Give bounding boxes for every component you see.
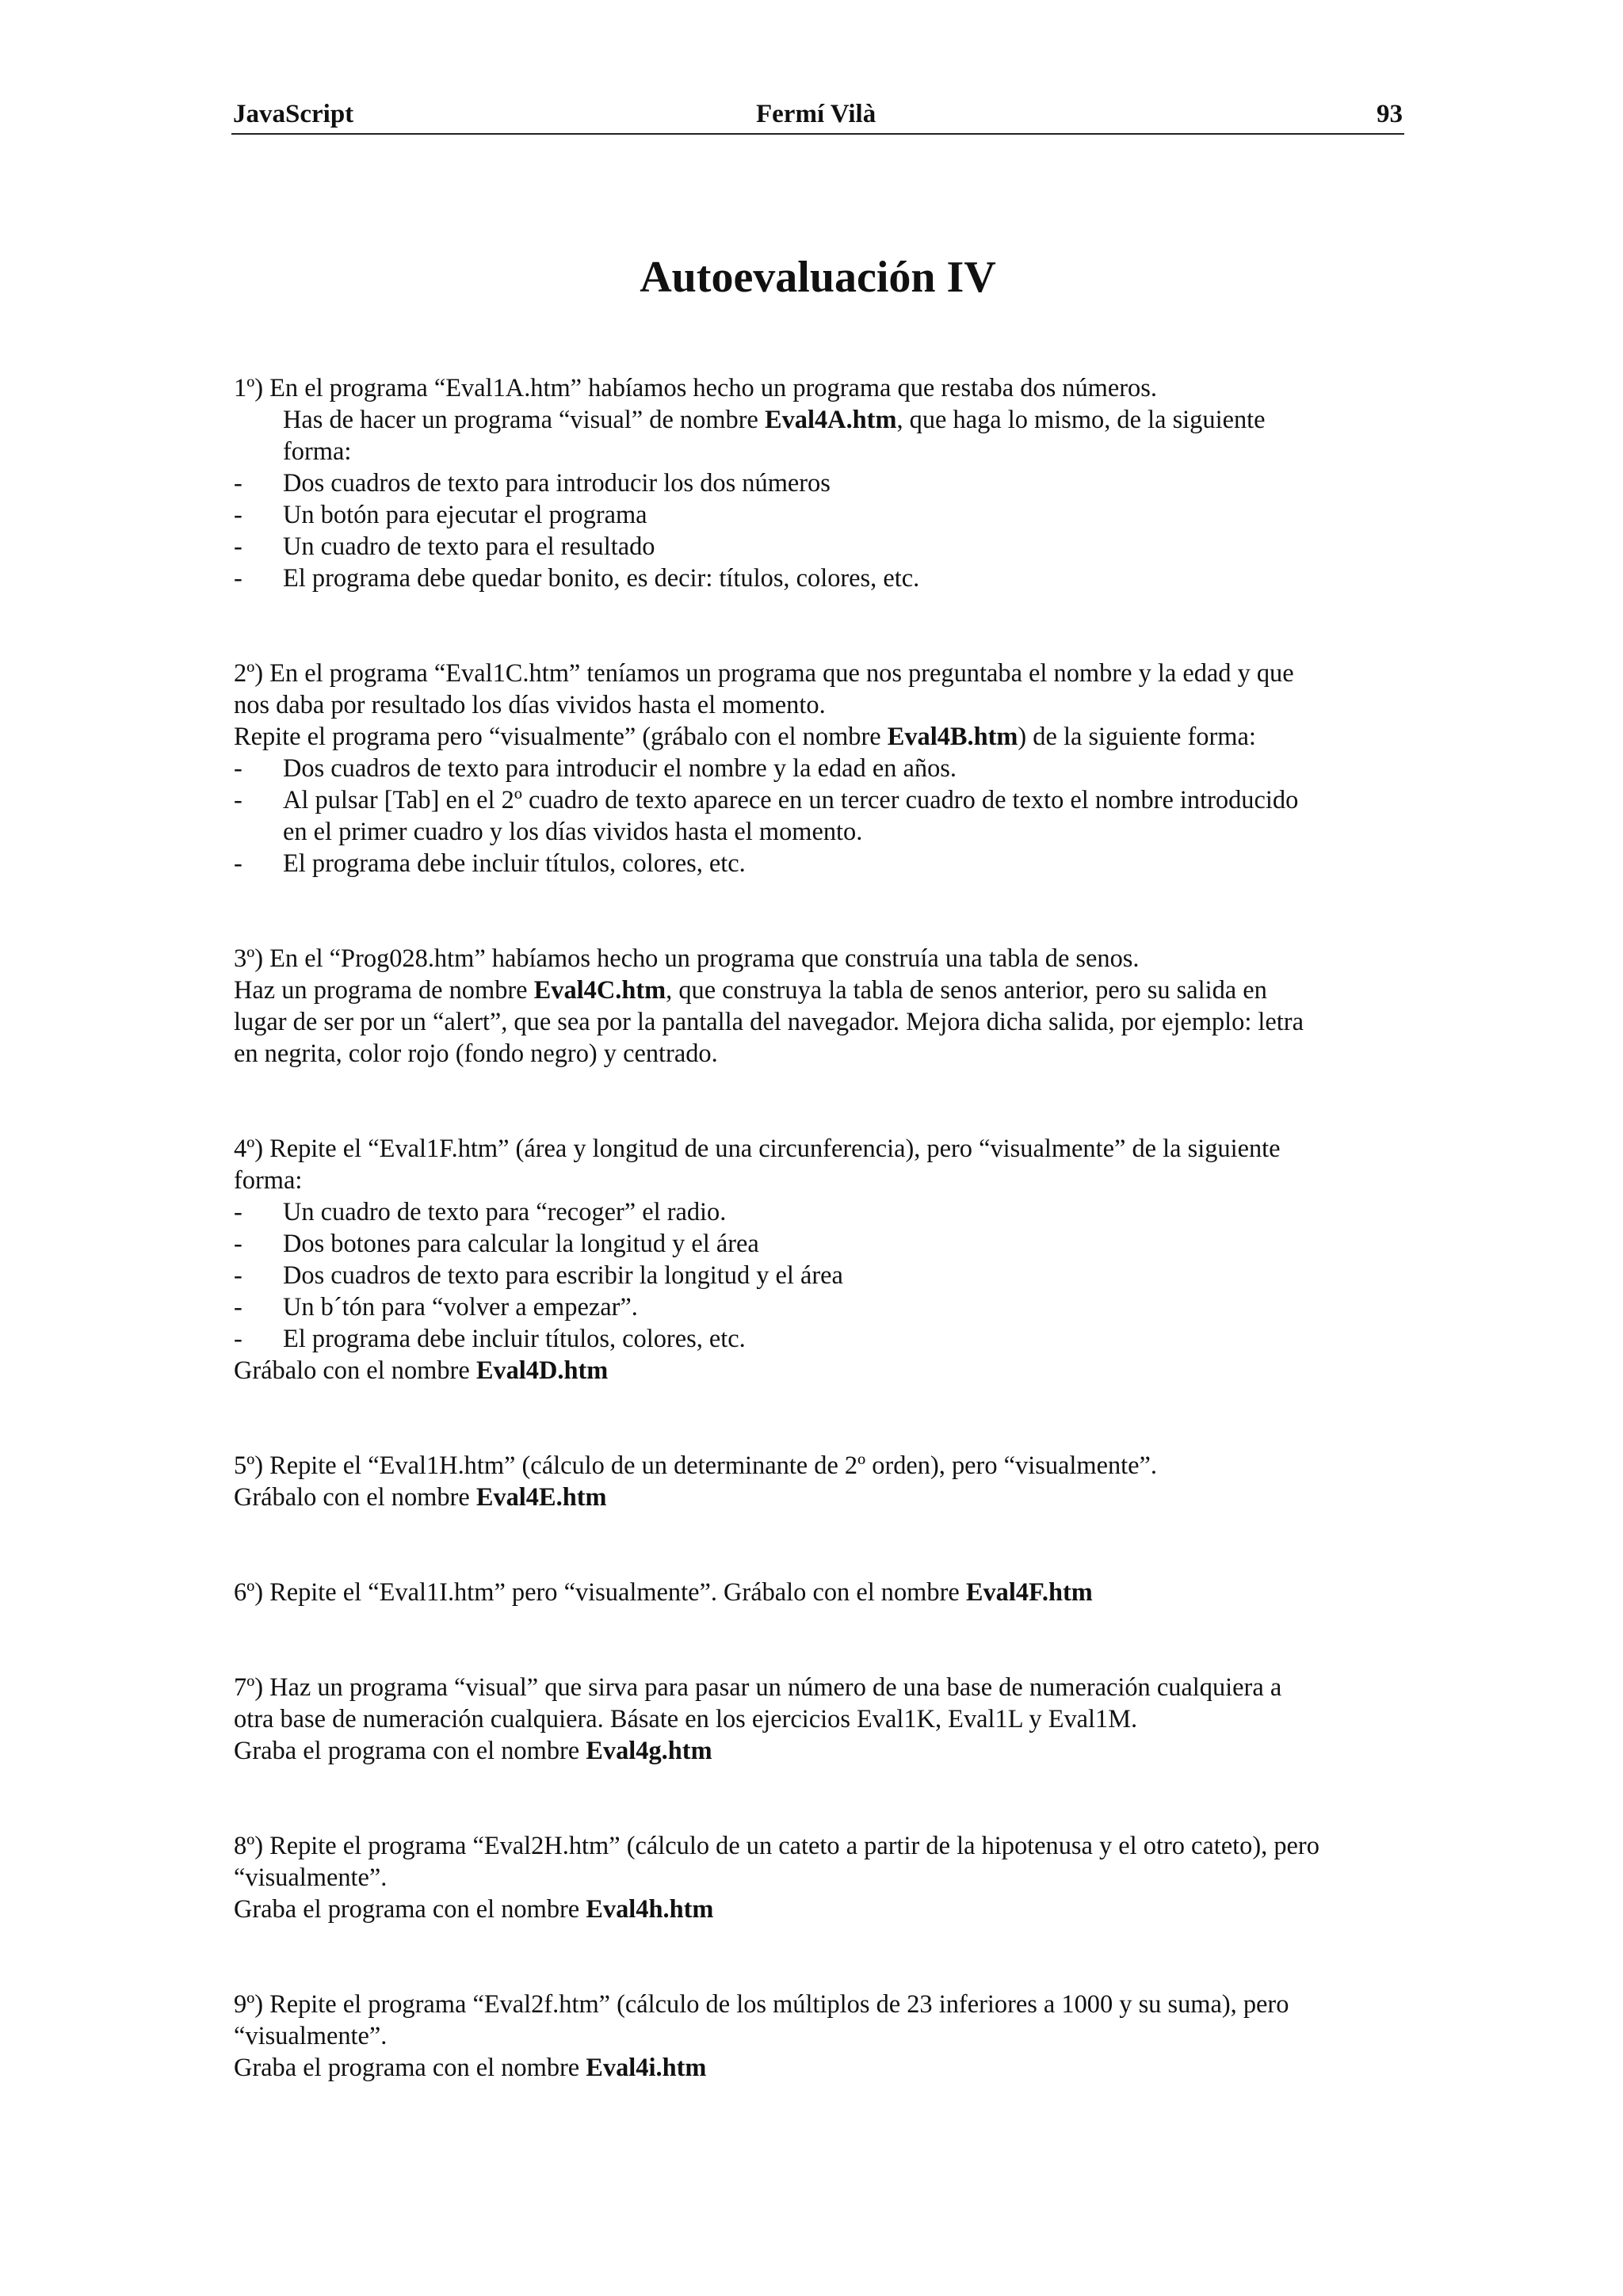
exercise-2-line: Repite el programa pero “visualmente” (grábalo con el nombre Eval4B.htm) de la siguiente forma: bbox=[234, 723, 1256, 751]
exercise-1-line: forma: bbox=[283, 437, 352, 466]
exercise-4-line: Grábalo con el nombre Eval4D.htm bbox=[234, 1356, 609, 1385]
exercise-3-line: 3º) En el “Prog028.htm” habíamos hecho un programa que construía una tabla de senos. bbox=[234, 944, 1140, 973]
list-item: - El programa debe quedar bonito, es decir: títulos, colores, etc. bbox=[234, 564, 920, 593]
exercise-9-line: “visualmente”. bbox=[234, 2022, 388, 2050]
exercise-3 bbox=[234, 943, 1407, 1070]
header-author: Fermí Vilà bbox=[756, 100, 876, 128]
exercise-2-line: 2º) En el programa “Eval1C.htm” teníamos un programa que nos preguntaba el nombre y la edad y que bbox=[234, 659, 1294, 688]
list-item: - El programa debe incluir títulos, colores, etc. bbox=[234, 1325, 746, 1353]
exercise-3-line: lugar de ser por un “alert”, que sea por la pantalla del navegador. Mejora dicha salida, por ejemplo: letra bbox=[234, 1008, 1304, 1036]
page-title: Autoevaluación IV bbox=[640, 253, 996, 302]
exercise-7 bbox=[234, 1672, 1407, 1767]
exercise-6 bbox=[234, 1577, 1407, 1608]
file-name: Eval4g.htm bbox=[586, 1737, 712, 1765]
exercise-8-line: “visualmente”. bbox=[234, 1863, 388, 1892]
list-item-continuation: en el primer cuadro y los días vividos hasta el momento. bbox=[283, 818, 863, 846]
exercise-7-line: otra base de numeración cualquiera. Básate en los ejercicios Eval1K, Eval1L y Eval1M. bbox=[234, 1705, 1138, 1733]
exercise-1-line: Has de hacer un programa “visual” de nombre Eval4A.htm, que haga lo mismo, de la siguiente bbox=[283, 406, 1266, 434]
exercise-9-line: Graba el programa con el nombre Eval4i.htm bbox=[234, 2054, 707, 2082]
exercise-8 bbox=[234, 1830, 1407, 1925]
list-item: - Dos cuadros de texto para introducir los dos números bbox=[234, 469, 831, 498]
exercise-7-line: Graba el programa con el nombre Eval4g.htm bbox=[234, 1737, 712, 1765]
file-name: Eval4h.htm bbox=[586, 1895, 714, 1924]
header-page-number: 93 bbox=[1377, 100, 1403, 128]
exercise-8-line: Graba el programa con el nombre Eval4h.htm bbox=[234, 1895, 714, 1924]
list-item: - Dos cuadros de texto para escribir la longitud y el área bbox=[234, 1261, 843, 1290]
file-name: Eval4A.htm bbox=[764, 406, 897, 434]
file-name: Eval4i.htm bbox=[586, 2054, 707, 2082]
exercise-2 bbox=[234, 658, 1407, 879]
exercise-9-line: 9º) Repite el programa “Eval2f.htm” (cálculo de los múltiplos de 23 inferiores a 1000 y su suma), pero bbox=[234, 1990, 1289, 2019]
exercise-5-line: Grábalo con el nombre Eval4E.htm bbox=[234, 1483, 607, 1512]
exercise-8-line: 8º) Repite el programa “Eval2H.htm” (cálculo de un cateto a partir de la hipotenusa y el otro cateto), pero bbox=[234, 1832, 1319, 1860]
list-item: - El programa debe incluir títulos, colores, etc. bbox=[234, 849, 746, 878]
exercise-1 bbox=[234, 372, 1407, 594]
exercise-5 bbox=[234, 1450, 1407, 1513]
exercise-4-line: 4º) Repite el “Eval1F.htm” (área y longitud de una circunferencia), pero “visualmente” de la siguiente bbox=[234, 1135, 1281, 1163]
file-name: Eval4F.htm bbox=[965, 1578, 1093, 1607]
list-item: - Al pulsar [Tab] en el 2º cuadro de texto aparece en un tercer cuadro de texto el nombre introducido bbox=[234, 786, 1299, 814]
list-item: - Dos botones para calcular la longitud y el área bbox=[234, 1230, 759, 1258]
exercise-2-line: nos daba por resultado los días vividos hasta el momento. bbox=[234, 691, 826, 719]
list-item: - Un b´tón para “volver a empezar”. bbox=[234, 1293, 638, 1322]
exercise-list bbox=[234, 372, 1407, 2084]
page-header bbox=[231, 98, 1404, 135]
exercise-4 bbox=[234, 1133, 1407, 1386]
exercise-1-line: 1º) En el programa “Eval1A.htm” habíamos hecho un programa que restaba dos números. bbox=[234, 374, 1157, 402]
list-item: - Un botón para ejecutar el programa bbox=[234, 501, 647, 529]
list-item: - Un cuadro de texto para “recoger” el radio. bbox=[234, 1198, 727, 1226]
file-name: Eval4E.htm bbox=[475, 1483, 607, 1512]
file-name: Eval4C.htm bbox=[533, 976, 666, 1005]
exercise-9 bbox=[234, 1989, 1407, 2084]
header-book-title: JavaScript bbox=[233, 100, 354, 128]
list-item: - Dos cuadros de texto para introducir el nombre y la edad en años. bbox=[234, 754, 957, 783]
exercise-4-line: forma: bbox=[234, 1166, 303, 1195]
file-name: Eval4D.htm bbox=[475, 1356, 609, 1385]
exercise-7-line: 7º) Haz un programa “visual” que sirva para pasar un número de una base de numeración cualquiera a bbox=[234, 1673, 1282, 1702]
exercise-3-line: en negrita, color rojo (fondo negro) y centrado. bbox=[234, 1039, 718, 1068]
exercise-3-line: Haz un programa de nombre Eval4C.htm, que construya la tabla de senos anterior, pero su salida en bbox=[234, 976, 1267, 1005]
exercise-5-line: 5º) Repite el “Eval1H.htm” (cálculo de un determinante de 2º orden), pero “visualmente”. bbox=[234, 1451, 1158, 1480]
file-name: Eval4B.htm bbox=[887, 723, 1018, 751]
list-item: - Un cuadro de texto para el resultado bbox=[234, 532, 655, 561]
exercise-6-line: 6º) Repite el “Eval1I.htm” pero “visualmente”. Grábalo con el nombre Eval4F.htm bbox=[234, 1578, 1093, 1607]
